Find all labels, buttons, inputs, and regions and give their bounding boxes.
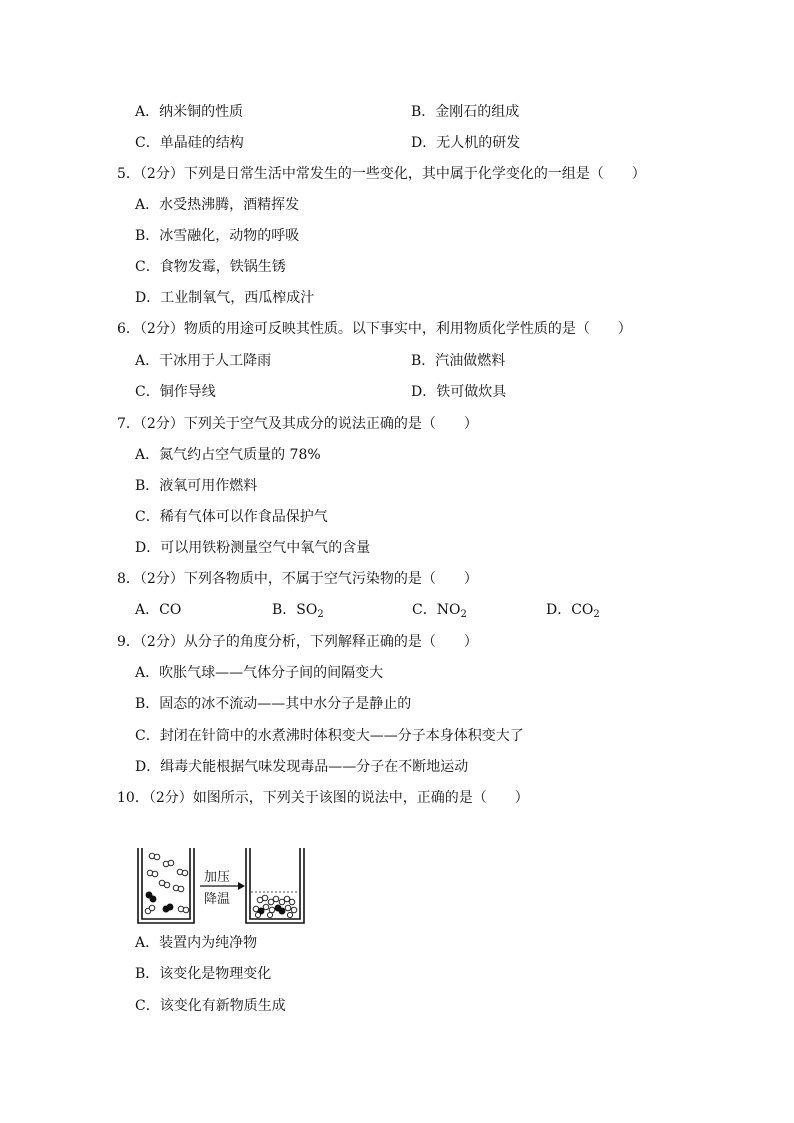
q6-option-b: B．汽油做燃料 <box>411 353 506 369</box>
q5-stem: 5．（2分）下列是日常生活中常发生的一些变化，其中属于化学变化的一组是（ ） <box>117 166 646 182</box>
q7-option-d: D．可以用铁粉测量空气中氧气的含量 <box>135 540 371 556</box>
q8-option-a <box>135 600 181 620</box>
q8-stem: 8．（2分）下列各物质中，不属于空气污染物的是（ ） <box>117 571 478 587</box>
q6-option-a: A．干冰用于人工降雨 <box>135 353 272 369</box>
q8-option-d-text: D．CO <box>546 602 594 618</box>
q10-stem: 10．（2分）如图所示，下列关于该图的说法中，正确的是（ ） <box>117 790 529 806</box>
q8-option-a-text: A．CO <box>135 602 182 618</box>
q5-option-a: A．水受热沸腾，酒精挥发 <box>135 197 300 213</box>
q5-option-c: C．食物发霉，铁锅生锈 <box>135 259 286 275</box>
q7-option-c: C．稀有气体可以作食品保护气 <box>135 509 328 525</box>
q7-stem: 7．（2分）下列关于空气及其成分的说法正确的是（ ） <box>117 416 478 432</box>
q4-option-b: B．金刚石的组成 <box>411 104 520 120</box>
q10-figure <box>134 845 309 927</box>
q8-option-b-subscript: 2 <box>317 609 324 620</box>
q9-option-d: D．缉毒犬能根据气味发现毒品——分子在不断地运动 <box>135 759 469 775</box>
q6-stem: 6．（2分）物质的用途可反映其性质。以下事实中，利用物质化学性质的是（ ） <box>117 321 632 337</box>
q8-option-b <box>272 600 324 620</box>
q10-option-c: C．该变化有新物质生成 <box>135 998 286 1014</box>
q8-option-d <box>546 600 600 620</box>
arrow-label-top: 加压 <box>204 870 231 885</box>
q9-option-c: C．封闭在针筒中的水煮沸时体积变大——分子本身体积变大了 <box>135 728 524 744</box>
q5-option-b: B．冰雪融化，动物的呼吸 <box>135 228 300 244</box>
q4-option-a: A．纳米铜的性质 <box>135 104 244 120</box>
q8-option-c-subscript: 2 <box>460 609 467 620</box>
arrow-head <box>238 882 245 890</box>
q7-option-b: B．液氧可用作燃料 <box>135 478 258 494</box>
q10-option-b: B．该变化是物理变化 <box>135 966 272 982</box>
left-molecules <box>145 853 189 914</box>
q9-stem: 9．（2分）从分子的角度分析，下列解释正确的是（ ） <box>117 634 478 650</box>
right-molecules <box>253 895 297 917</box>
q8-option-b-text: B．SO <box>272 602 318 618</box>
q8-option-c <box>412 600 467 620</box>
q4-option-c: C．单晶硅的结构 <box>135 135 244 151</box>
q10-option-a: A．装置内为纯净物 <box>135 935 258 951</box>
q6-option-d: D．铁可做炊具 <box>411 384 507 400</box>
q8-option-c-text: C．NO <box>412 602 461 618</box>
arrow-label-bottom: 降温 <box>204 892 231 907</box>
q5-option-d: D．工业制氧气，西瓜榨成汁 <box>135 290 315 306</box>
q4-option-d: D．无人机的研发 <box>411 135 521 151</box>
q7-option-a: A．氮气约占空气质量的 78% <box>135 447 321 463</box>
q8-option-d-subscript: 2 <box>593 609 600 620</box>
q9-option-b: B．固态的冰不流动——其中水分子是静止的 <box>135 696 412 712</box>
q6-option-c: C．铜作导线 <box>135 384 216 400</box>
q9-option-a: A．吹胀气球——气体分子间的间隔变大 <box>135 665 384 681</box>
